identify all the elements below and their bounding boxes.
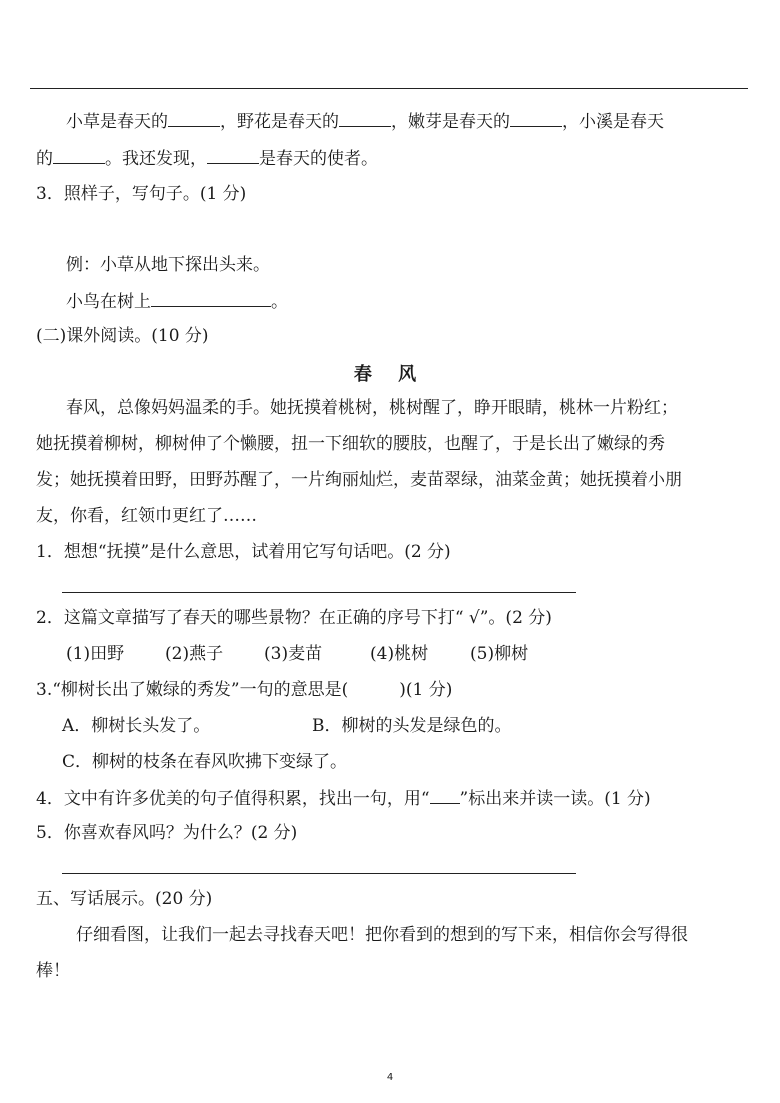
underline-mark <box>430 787 460 804</box>
fill-line-1 <box>66 110 664 133</box>
example-sentence: 例：小草从地下探出头来。 <box>66 255 270 275</box>
q3-choice-b[interactable]: B．柳树的头发是绿色的。 <box>312 716 512 736</box>
fill-text: ，小溪是春天 <box>562 112 664 132</box>
blank-1[interactable] <box>168 110 220 127</box>
blank-4[interactable] <box>53 147 105 164</box>
fill-text: 的 <box>36 149 53 169</box>
q4-text: 4．文中有许多优美的句子值得积累，找出一句，用“ <box>36 789 430 809</box>
option-4[interactable]: (4)桃树 <box>370 644 429 664</box>
blank-5[interactable] <box>207 147 259 164</box>
fill-text: 是春天的使者。 <box>259 149 378 169</box>
fill-text: ，野花是春天的 <box>220 112 339 132</box>
reading-q2: 2．这篇文章描写了春天的哪些景物？在正确的序号下打“ √”。(2 分) <box>36 608 552 628</box>
passage-line: 友，你看，红领巾更红了…… <box>36 506 257 526</box>
q4-text: ”标出来并读一读。(1 分) <box>459 789 651 809</box>
page-number: 4 <box>386 1072 394 1083</box>
reading-heading: (二)课外阅读。(10 分) <box>36 326 209 346</box>
blank-2[interactable] <box>339 110 391 127</box>
passage-line: 她抚摸着柳树，柳树伸了个懒腰，扭一下细软的腰肢，也醒了，于是长出了嫩绿的秀 <box>36 434 665 454</box>
prompt-text: 。 <box>271 292 288 312</box>
blank-3[interactable] <box>510 110 562 127</box>
fill-text: ，嫩芽是春天的 <box>391 112 510 132</box>
header-rule <box>30 88 748 89</box>
q3-choice-a[interactable]: A．柳树长头发了。 <box>62 716 211 736</box>
answer-line-q1[interactable] <box>62 592 576 593</box>
option-3[interactable]: (3)麦苗 <box>264 644 323 664</box>
passage-title: 春 风 <box>353 364 427 385</box>
sentence-prompt <box>66 290 288 313</box>
passage-line: 春风，总像妈妈温柔的手。她抚摸着桃树，桃树醒了，睁开眼睛，桃林一片粉红； <box>66 398 678 418</box>
reading-q5: 5．你喜欢春风吗？为什么？(2 分) <box>36 823 298 843</box>
writing-instruction: 仔细看图，让我们一起去寻找春天吧！把你看到的想到的写下来，相信你会写得很 <box>76 925 688 945</box>
reading-q1: 1．想想“抚摸”是什么意思，试着用它写句话吧。(2 分) <box>36 542 451 562</box>
fill-text: 。我还发现， <box>105 149 207 169</box>
option-5[interactable]: (5)柳树 <box>470 644 529 664</box>
q3-choice-c[interactable]: C．柳树的枝条在春风吹拂下变绿了。 <box>62 752 348 772</box>
writing-instruction-cont: 棒！ <box>36 961 70 981</box>
answer-line-q5[interactable] <box>62 873 576 874</box>
fill-line-2 <box>36 147 378 170</box>
question-3: 3．照样子，写句子。(1 分) <box>36 184 247 204</box>
reading-q3: 3.“柳树长出了嫩绿的秀发”一句的意思是( )(1 分) <box>36 680 453 700</box>
reading-q4 <box>36 787 651 810</box>
option-1[interactable]: (1)田野 <box>66 644 125 664</box>
option-2[interactable]: (2)燕子 <box>165 644 224 664</box>
writing-heading: 五、写话展示。(20 分) <box>36 889 213 909</box>
sentence-blank[interactable] <box>151 290 271 307</box>
fill-text: 小草是春天的 <box>66 112 168 132</box>
passage-line: 发；她抚摸着田野，田野苏醒了，一片绚丽灿烂，麦苗翠绿，油菜金黄；她抚摸着小朋 <box>36 470 682 490</box>
q2-options <box>66 643 528 665</box>
prompt-text: 小鸟在树上 <box>66 292 151 312</box>
